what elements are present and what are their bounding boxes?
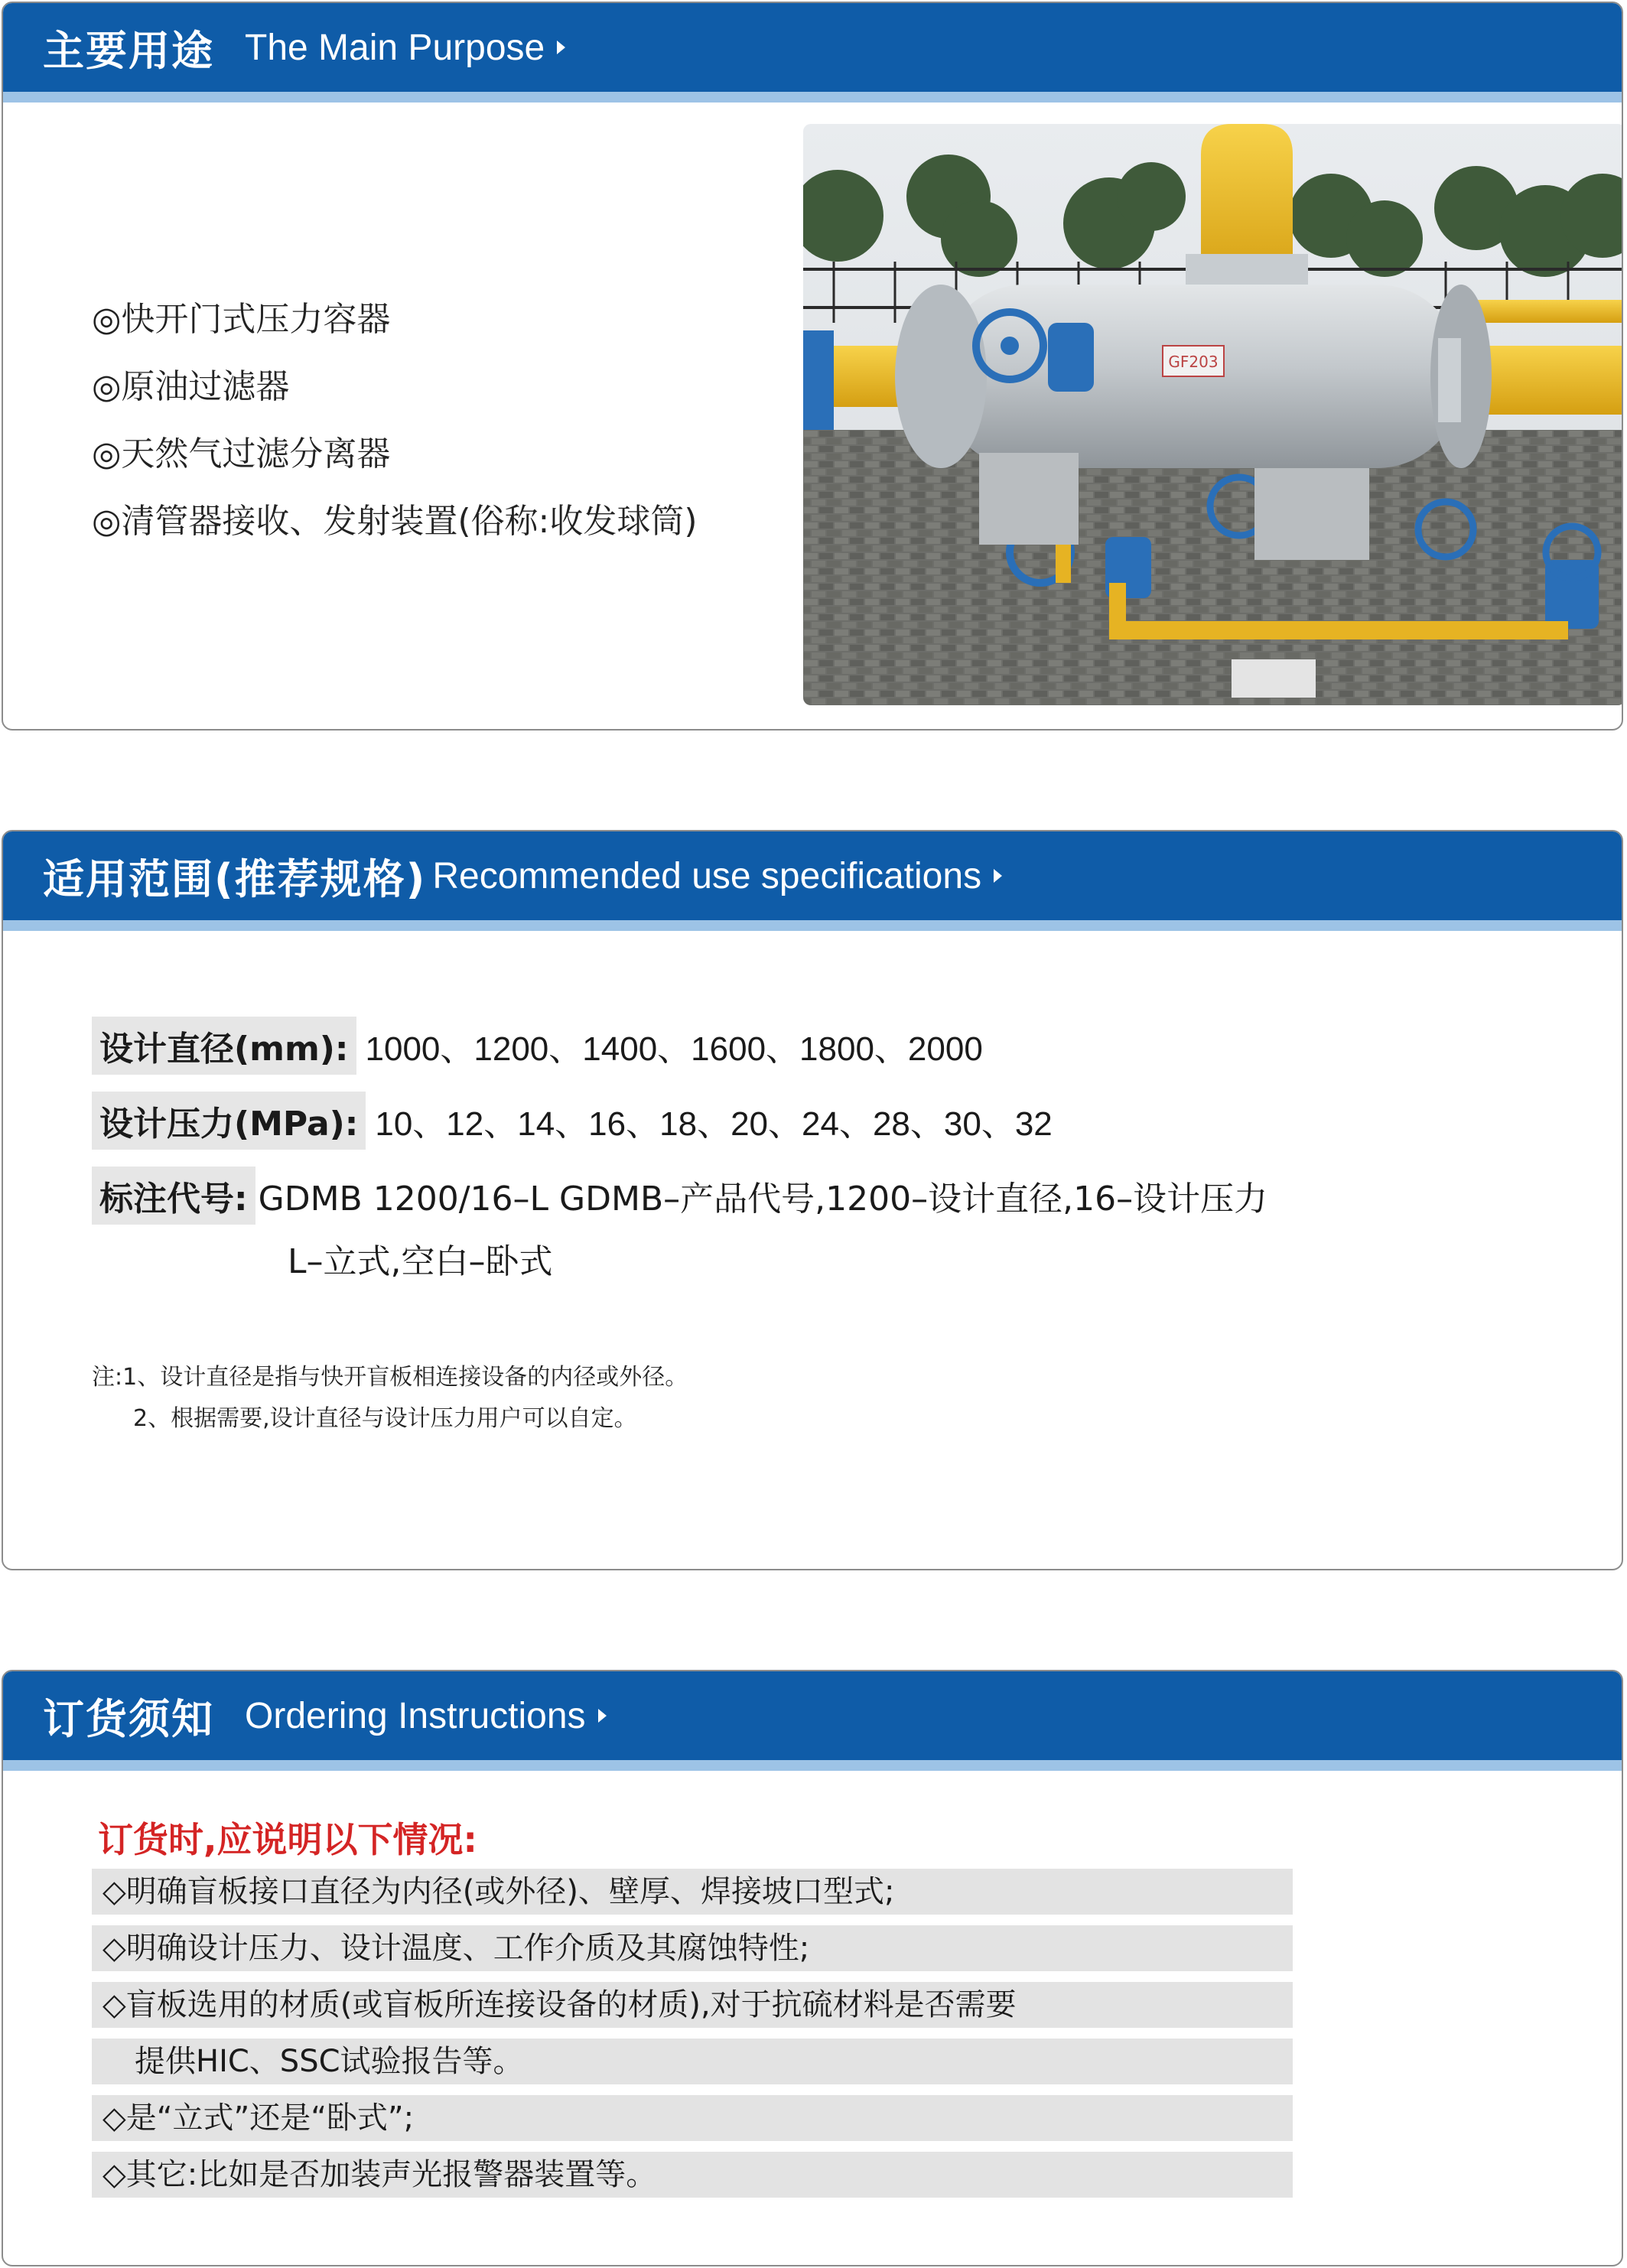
arrow-right-icon [598, 1709, 607, 1723]
specs-title-en: Recommended use specifications [432, 855, 982, 896]
ordering-panel [2, 1670, 1623, 2266]
purpose-item: ◎原油过滤器 [92, 367, 290, 406]
equipment-photo [803, 124, 1623, 705]
purpose-item: ◎清管器接收、发射装置(俗称:收发球筒) [92, 502, 698, 541]
arrow-right-icon [994, 869, 1002, 883]
spec-code-continuation: L–立式,空白–卧式 [288, 1242, 553, 1281]
main-purpose-title-en: The Main Purpose [245, 27, 545, 68]
spec-row-code [92, 1167, 1267, 1225]
vessel-tag: GF203 [1168, 353, 1219, 371]
arrow-right-icon [557, 41, 565, 54]
spec-value: GDMB 1200/16–L GDMB–产品代号,1200–设计直径,16–设计压力 [258, 1180, 1268, 1219]
ordering-item: 提供HIC、SSC试验报告等。 [92, 2039, 1293, 2084]
purpose-list [92, 286, 698, 555]
ordering-item: ◇盲板选用的材质(或盲板所连接设备的材质),对于抗硫材料是否需要 [92, 1982, 1293, 2028]
main-purpose-title-cn: 主要用途 [43, 26, 214, 75]
spec-note: 注:1、设计直径是指与快开盲板相连接设备的内径或外径。 [92, 1364, 688, 1391]
spec-row-diameter [92, 1017, 983, 1075]
specs-title-cn: 适用范围(推荐规格) [43, 854, 427, 903]
spec-label: 设计压力(MPa): [92, 1092, 366, 1150]
purpose-item: ◎快开门式压力容器 [92, 300, 391, 339]
spec-note: 2、根据需要,设计直径与设计压力用户可以自定。 [133, 1405, 637, 1432]
ordering-item: ◇明确盲板接口直径为内径(或外径)、壁厚、焊接坡口型式; [92, 1869, 1293, 1915]
ordering-header [3, 1671, 1622, 1771]
main-purpose-panel [2, 2, 1623, 731]
ordering-item: ◇其它:比如是否加装声光报警器装置等。 [92, 2152, 1293, 2198]
spec-label: 标注代号: [92, 1167, 255, 1225]
ordering-heading: 订货时,应说明以下情况: [98, 1819, 477, 1860]
ordering-item: ◇明确设计压力、设计温度、工作介质及其腐蚀特性; [92, 1925, 1293, 1971]
purpose-item: ◎天然气过滤分离器 [92, 434, 391, 473]
ordering-item: ◇是“立式”还是“卧式”; [92, 2095, 1293, 2141]
spec-row-pressure [92, 1092, 1053, 1150]
ordering-title-cn: 订货须知 [43, 1694, 214, 1743]
spec-value: 1000、1200、1400、1600、1800、2000 [365, 1030, 983, 1068]
main-purpose-header [3, 3, 1622, 102]
specs-header [3, 831, 1622, 931]
specs-panel [2, 830, 1623, 1570]
spec-label: 设计直径(mm): [92, 1017, 356, 1075]
ordering-title-en: Ordering Instructions [245, 1695, 586, 1736]
spec-value: 10、12、14、16、18、20、24、28、30、32 [375, 1105, 1053, 1143]
